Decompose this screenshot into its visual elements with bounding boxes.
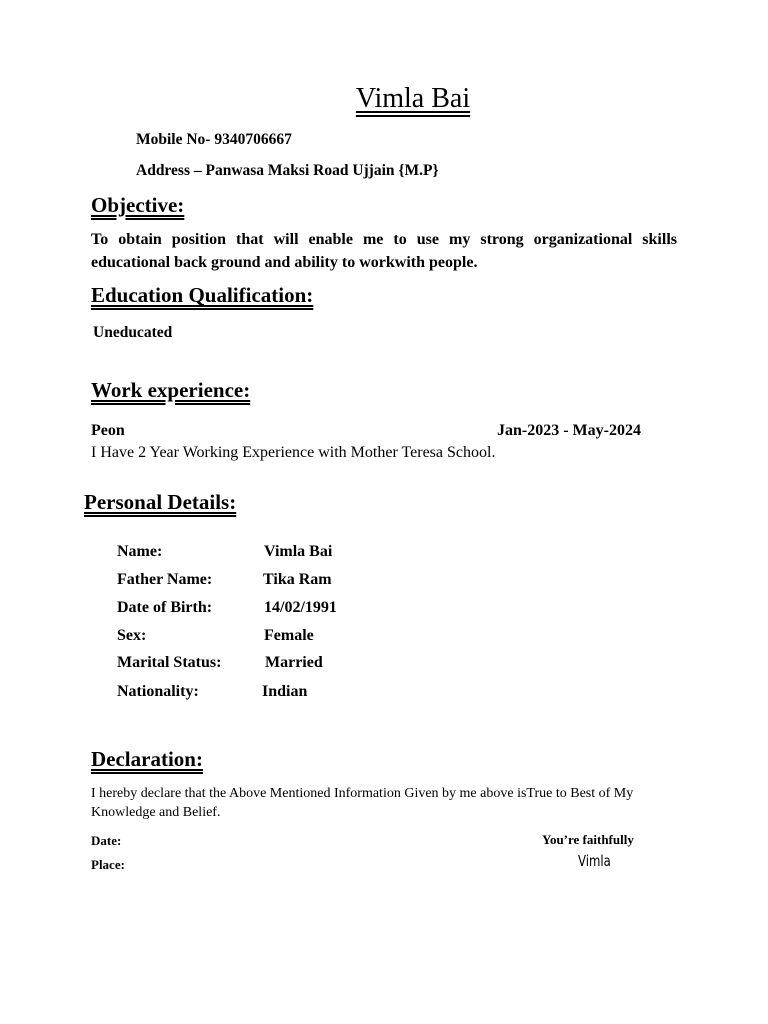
declaration-heading: Declaration: xyxy=(91,747,203,771)
mobile-number: Mobile No- 9340706667 xyxy=(136,131,292,148)
detail-value-name: Vimla Bai xyxy=(264,543,333,560)
detail-value-dob: 14/02/1991 xyxy=(264,599,337,616)
date-label: Date: xyxy=(91,833,122,848)
education-heading: Education Qualification: xyxy=(91,283,314,307)
personal-heading: Personal Details: xyxy=(84,490,237,514)
detail-label-dob: Date of Birth: xyxy=(117,599,213,616)
job-description: I Have 2 Year Working Experience with Mother Teresa School. xyxy=(91,444,496,461)
detail-label-father: Father Name: xyxy=(117,571,213,588)
detail-label-marital: Marital Status: xyxy=(117,654,222,671)
job-dates: Jan-2023 - May-2024 xyxy=(497,422,641,439)
detail-label-sex: Sex: xyxy=(117,627,147,644)
detail-label-name: Name: xyxy=(117,543,163,560)
signature: Vimla xyxy=(578,852,611,870)
address: Address – Panwasa Maksi Road Ujjain {M.P} xyxy=(136,162,439,179)
detail-value-father: Tika Ram xyxy=(263,571,332,588)
declaration-text: I hereby declare that the Above Mentioned Information Given by me above isTrue to Best of My Knowledge and Belief. xyxy=(91,786,634,820)
job-title: Peon xyxy=(91,422,125,439)
objective-text: To obtain position that will enable me to use my strong organizational skills educational back ground and ability to workwith people. xyxy=(91,231,677,271)
education-item: Uneducated xyxy=(93,324,173,341)
detail-value-nationality: Indian xyxy=(262,683,308,700)
detail-value-sex: Female xyxy=(264,627,314,644)
closing-text: You’re faithfully xyxy=(542,832,634,847)
candidate-name: Vimla Bai xyxy=(355,83,471,114)
work-heading: Work experience: xyxy=(91,378,251,402)
detail-value-marital: Married xyxy=(265,654,323,671)
place-label: Place: xyxy=(91,857,125,872)
detail-label-nationality: Nationality: xyxy=(117,683,199,700)
objective-heading: Objective: xyxy=(91,193,185,217)
